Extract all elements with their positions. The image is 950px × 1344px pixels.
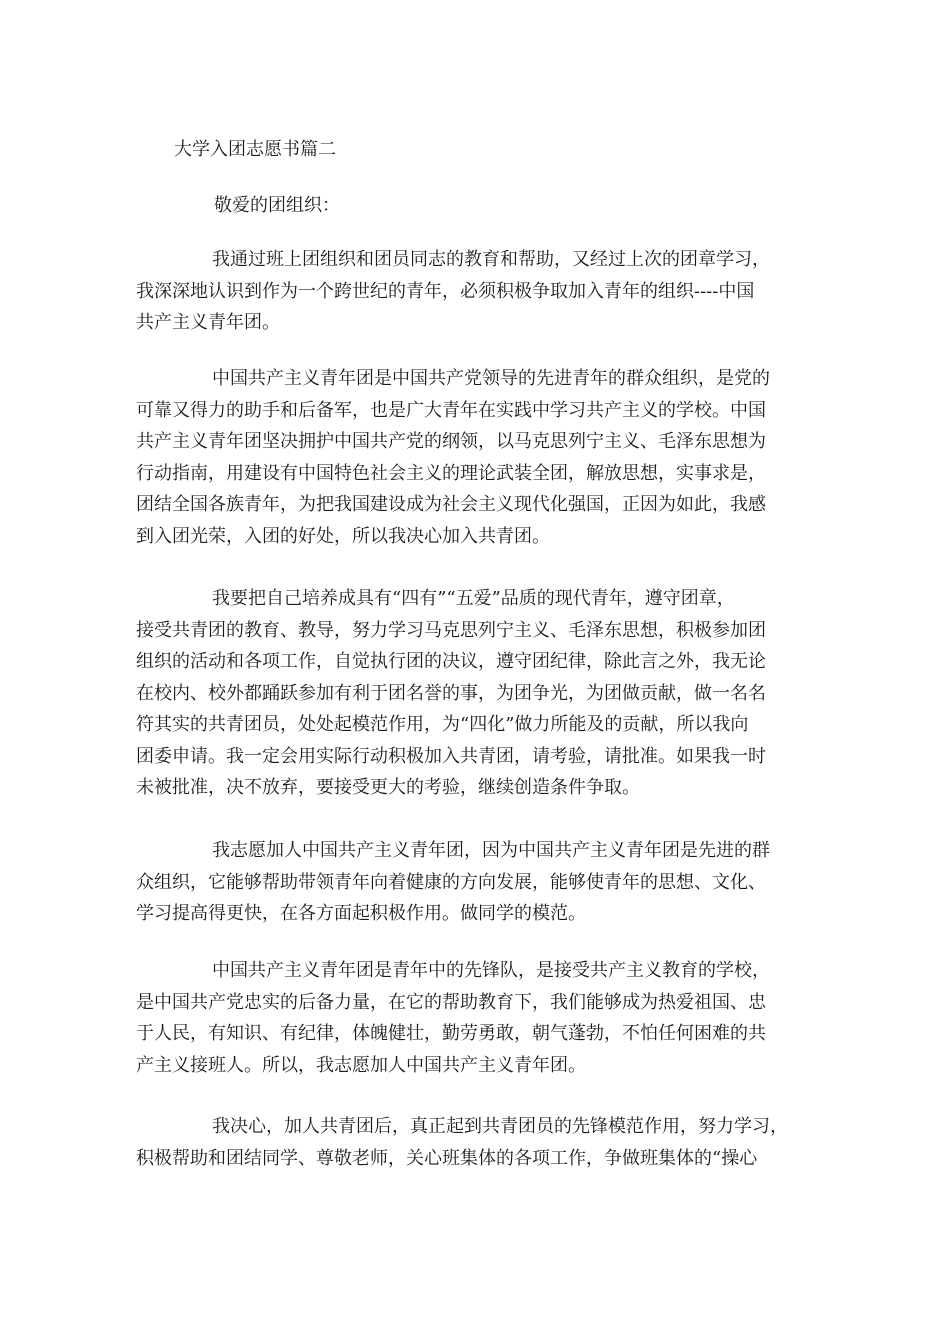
paragraph-3 bbox=[136, 583, 826, 804]
paragraph-5 bbox=[136, 955, 826, 1081]
paragraph-1 bbox=[136, 244, 826, 339]
paragraph-line: 共产主义青年团坚决拥护中国共产党的纲领，以马克思列宁主义、毛泽东思想为 bbox=[136, 431, 766, 452]
paragraph-line: 团委申请。我一定会用实际行动积极加入共青团，请考验，请批准。如果我一时 bbox=[136, 745, 766, 767]
paragraph-line: 可靠又得力的助手和后备军，也是广大青年在实践中学习共产主义的学校。中国 bbox=[136, 399, 766, 421]
paragraph-line: 我决心，加人共青团后，真正起到共青团员的先锋模范作用，努力学习， bbox=[212, 1116, 788, 1137]
paragraph-line: 学习提高得更快，在各方面起积极作用。做同学的模范。 bbox=[136, 903, 586, 924]
paragraph-line: 我深深地认识到作为一个跨世纪的青年，必须积极争取加入青年的组织----中国 bbox=[136, 280, 755, 302]
paragraph-line: 在校内、校外都踊跃参加有利于团名誉的事，为团争光，为团做贡献，做一名名 bbox=[136, 682, 766, 704]
paragraph-line: 未被批准，决不放弃，要接受更大的考验，继续创造条件争取。 bbox=[136, 777, 640, 798]
paragraph-line: 共产主义青年团。 bbox=[136, 312, 280, 333]
document-title: 大学入团志愿书篇二 bbox=[174, 139, 336, 160]
paragraph-2 bbox=[136, 363, 826, 552]
salutation: 敬爱的团组织： bbox=[214, 195, 340, 216]
paragraph-line: 中国共产主义青年团是中国共产党领导的先进青年的群众组织，是党的 bbox=[212, 368, 770, 389]
paragraph-line: 符其实的共青团员，处处起模范作用，为“四化”做力所能及的贡献，所以我向 bbox=[136, 714, 749, 735]
paragraph-line: 众组织，它能够帮助带领青年向着健康的方向发展，能够使青年的思想、文化、 bbox=[136, 871, 766, 893]
paragraph-line: 积极帮助和团结同学、尊敬老师，关心班集体的各项工作，争做班集体的“操心 bbox=[136, 1147, 758, 1169]
paragraph-line: 我志愿加人中国共产主义青年团，因为中国共产主义青年团是先进的群 bbox=[212, 840, 770, 861]
paragraph-line: 行动指南，用建设有中国特色社会主义的理论武装全团，解放思想，实事求是， bbox=[136, 462, 766, 484]
paragraph-line: 于人民，有知识、有纪律，体魄健壮，勤劳勇敢，朝气蓬勃，不怕任何困难的共 bbox=[136, 1023, 766, 1044]
paragraph-line: 接受共青团的教育、教导，努力学习马克思列宁主义、毛泽东思想，积极参加团 bbox=[136, 619, 766, 641]
paragraph-line: 我要把自己培养成具有“四有”“五爱”品质的现代青年，遵守团章， bbox=[212, 588, 735, 609]
paragraph-line: 我通过班上团组织和团员同志的教育和帮助，又经过上次的团章学习， bbox=[212, 249, 770, 270]
paragraph-line: 是中国共产党忠实的后备力量，在它的帮助教育下，我们能够成为热爱祖国、忠 bbox=[136, 991, 766, 1013]
paragraph-line: 到入团光荣，入团的好处，所以我决心加入共青团。 bbox=[136, 525, 550, 547]
paragraph-line: 组织的活动和各项工作，自觉执行团的决议，遵守团纪律，除此言之外，我无论 bbox=[136, 651, 766, 672]
paragraph-4 bbox=[136, 835, 826, 930]
paragraph-line: 产主义接班人。所以，我志愿加人中国共产主义青年团。 bbox=[136, 1054, 586, 1076]
paragraph-6 bbox=[136, 1111, 826, 1174]
paragraph-line: 团结全国各族青年，为把我国建设成为社会主义现代化强国，正因为如此，我感 bbox=[136, 494, 766, 515]
paragraph-line: 中国共产主义青年团是青年中的先锋队，是接受共产主义教育的学校， bbox=[212, 960, 770, 981]
